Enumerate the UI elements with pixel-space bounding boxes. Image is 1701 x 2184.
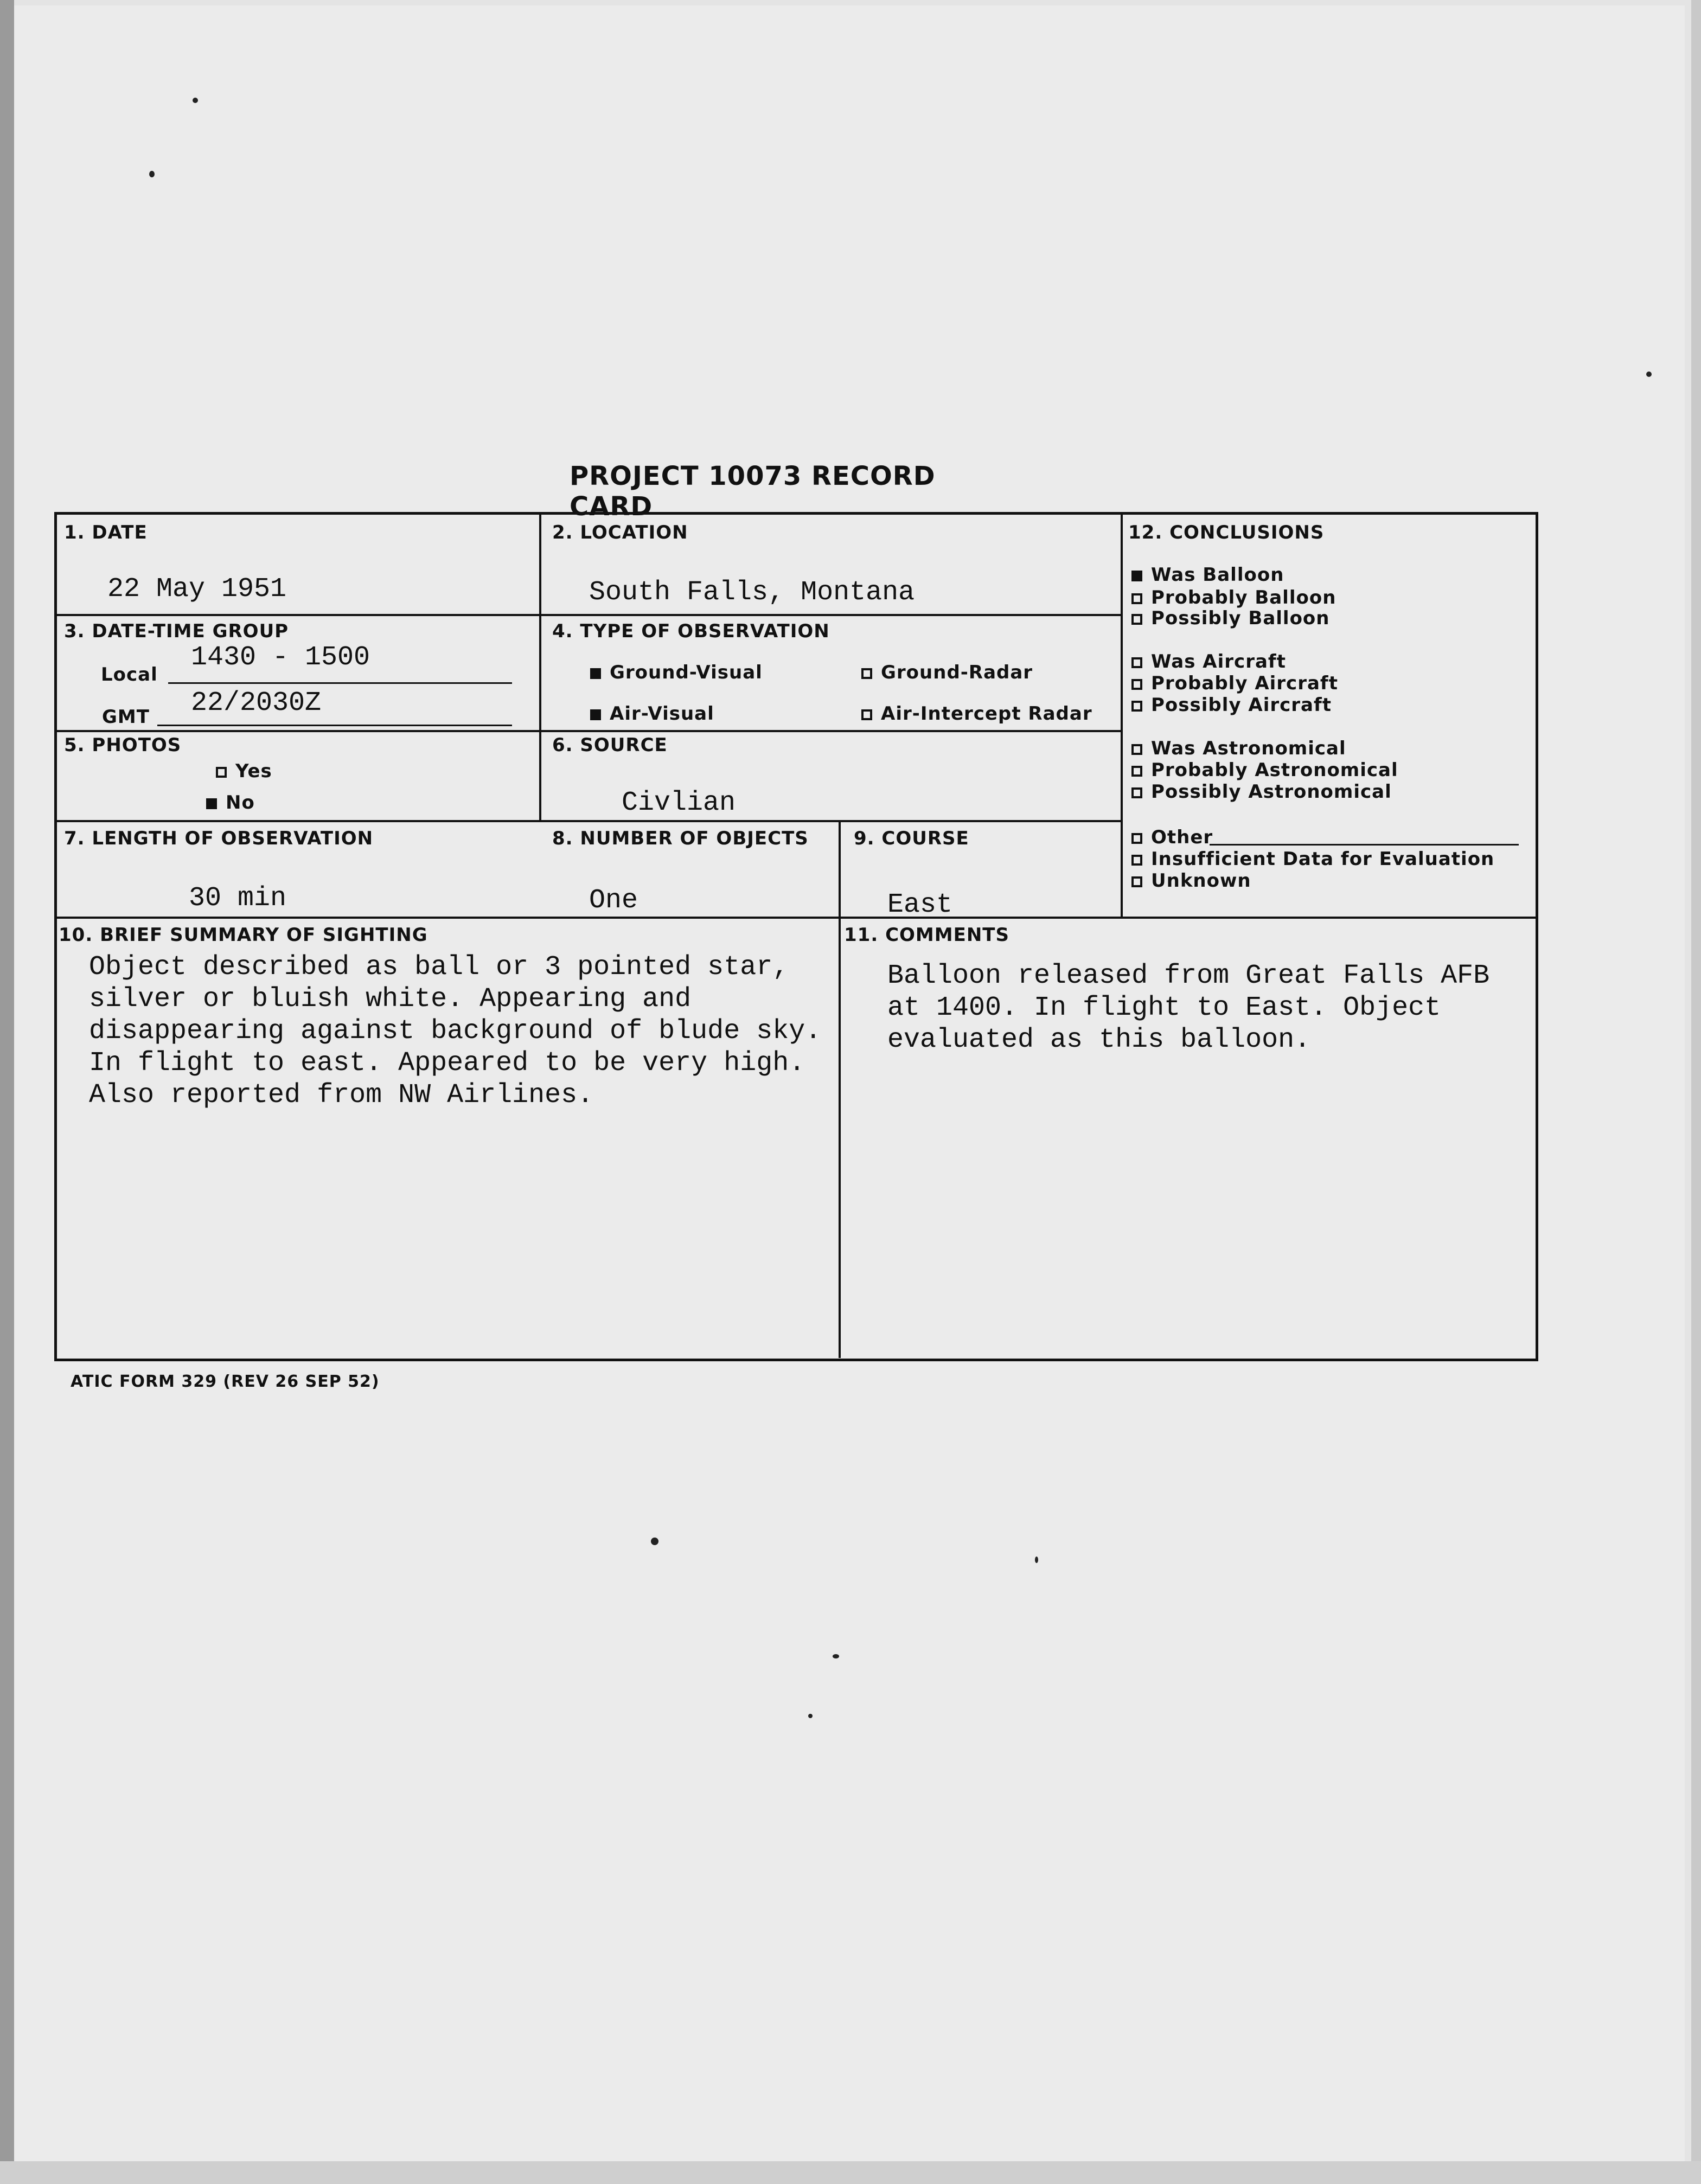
- gmt-value: 22/2030Z: [191, 688, 322, 719]
- divider: [1121, 514, 1123, 918]
- course-value: East: [887, 889, 953, 920]
- course-label: 9. COURSE: [854, 828, 969, 849]
- gmt-label: GMT: [102, 706, 150, 728]
- conclusion-possibly-astronomical[interactable]: Possibly Astronomical: [1131, 781, 1392, 803]
- dust-speck: [833, 1654, 839, 1658]
- comments-label: 11. COMMENTS: [844, 924, 1009, 946]
- scan-right-edge: [1691, 0, 1701, 2184]
- divider: [56, 730, 1121, 732]
- divider: [56, 614, 1121, 616]
- observation-ground-visual[interactable]: Ground-Visual: [590, 662, 763, 683]
- checkbox-probably-aircraft[interactable]: [1131, 679, 1142, 690]
- date-value: 22 May 1951: [107, 574, 287, 605]
- conclusion-was-astronomical[interactable]: Was Astronomical: [1131, 738, 1346, 759]
- form-footer: ATIC FORM 329 (REV 26 SEP 52): [71, 1372, 380, 1391]
- checkbox-unknown[interactable]: [1131, 876, 1142, 887]
- summary-text: Object described as ball or 3 pointed star, silver or bluish white. Appearing and disappearing against background of blude sky. In flight to east. Appeared to be very high. Also reported from NW Airlines.: [89, 952, 822, 1111]
- checkbox-insufficient-data[interactable]: [1131, 855, 1142, 866]
- summary-label: 10. BRIEF SUMMARY OF SIGHTING: [59, 924, 428, 946]
- conclusion-probably-astronomical[interactable]: Probably Astronomical: [1131, 759, 1398, 781]
- checkbox-probably-balloon[interactable]: [1131, 593, 1142, 604]
- comments-text: Balloon released from Great Falls AFB at 1400. In flight to East. Object evaluated as this balloon.: [887, 960, 1490, 1055]
- divider: [56, 820, 1121, 822]
- conclusion-insufficient-data[interactable]: Insufficient Data for Evaluation: [1131, 848, 1494, 870]
- divider: [56, 917, 1536, 919]
- dust-speck: [193, 98, 198, 103]
- observation-ground-radar[interactable]: Ground-Radar: [861, 662, 1033, 683]
- photos-yes[interactable]: Yes: [216, 760, 272, 782]
- conclusion-possibly-balloon[interactable]: Possibly Balloon: [1131, 607, 1330, 629]
- checkbox-was-balloon[interactable]: [1131, 571, 1142, 581]
- checkbox-other[interactable]: [1131, 833, 1142, 844]
- conclusion-was-balloon[interactable]: Was Balloon: [1131, 564, 1284, 586]
- dust-speck: [808, 1714, 813, 1718]
- dust-speck: [1646, 372, 1652, 377]
- gmt-underline: [157, 725, 512, 726]
- location-label: 2. LOCATION: [552, 522, 688, 543]
- length-value: 30 min: [189, 883, 287, 914]
- checkbox-photos-yes[interactable]: [216, 767, 227, 778]
- page-title: PROJECT 10073 RECORD CARD: [570, 461, 936, 522]
- conclusions-label: 12. CONCLUSIONS: [1128, 522, 1325, 543]
- source-label: 6. SOURCE: [552, 734, 668, 756]
- conclusion-was-aircraft[interactable]: Was Aircraft: [1131, 651, 1286, 673]
- conclusion-probably-aircraft[interactable]: Probably Aircraft: [1131, 673, 1338, 694]
- observation-air-visual[interactable]: Air-Visual: [590, 703, 714, 725]
- length-label: 7. LENGTH OF OBSERVATION: [64, 828, 374, 849]
- conclusion-other[interactable]: Other: [1131, 827, 1213, 848]
- conclusion-unknown[interactable]: Unknown: [1131, 870, 1251, 892]
- dust-speck: [651, 1538, 658, 1545]
- source-value: Civlian: [622, 787, 736, 818]
- conclusion-probably-balloon[interactable]: Probably Balloon: [1131, 587, 1336, 609]
- type-of-observation-label: 4. TYPE OF OBSERVATION: [552, 620, 830, 642]
- number-of-objects-value: One: [589, 885, 638, 916]
- divider: [539, 514, 541, 821]
- checkbox-was-astronomical[interactable]: [1131, 744, 1142, 755]
- date-time-group-label: 3. DATE-TIME GROUP: [64, 620, 289, 642]
- divider: [839, 821, 841, 1358]
- checkbox-air-intercept-radar[interactable]: [861, 709, 872, 720]
- checkbox-ground-radar[interactable]: [861, 668, 872, 679]
- checkbox-photos-no[interactable]: [206, 798, 217, 809]
- other-underline: [1210, 844, 1519, 846]
- dust-speck: [1035, 1557, 1038, 1563]
- dust-speck: [149, 171, 155, 177]
- local-value: 1430 - 1500: [191, 642, 370, 673]
- checkbox-air-visual[interactable]: [590, 709, 601, 720]
- checkbox-possibly-aircraft[interactable]: [1131, 701, 1142, 712]
- number-of-objects-label: 8. NUMBER OF OBJECTS: [552, 828, 809, 849]
- checkbox-possibly-balloon[interactable]: [1131, 614, 1142, 625]
- local-label: Local: [101, 664, 158, 686]
- photos-label: 5. PHOTOS: [64, 734, 182, 756]
- location-value: South Falls, Montana: [589, 577, 915, 608]
- checkbox-ground-visual[interactable]: [590, 668, 601, 679]
- observation-air-intercept-radar[interactable]: Air-Intercept Radar: [861, 703, 1092, 725]
- photos-no[interactable]: No: [206, 792, 255, 814]
- conclusion-possibly-aircraft[interactable]: Possibly Aircraft: [1131, 694, 1332, 716]
- local-underline: [168, 682, 512, 684]
- date-label: 1. DATE: [64, 522, 148, 543]
- checkbox-probably-astronomical[interactable]: [1131, 766, 1142, 777]
- checkbox-possibly-astronomical[interactable]: [1131, 787, 1142, 798]
- checkbox-was-aircraft[interactable]: [1131, 657, 1142, 668]
- scan-left-edge: [0, 0, 14, 2184]
- scan-bottom-strip: [0, 2161, 1701, 2184]
